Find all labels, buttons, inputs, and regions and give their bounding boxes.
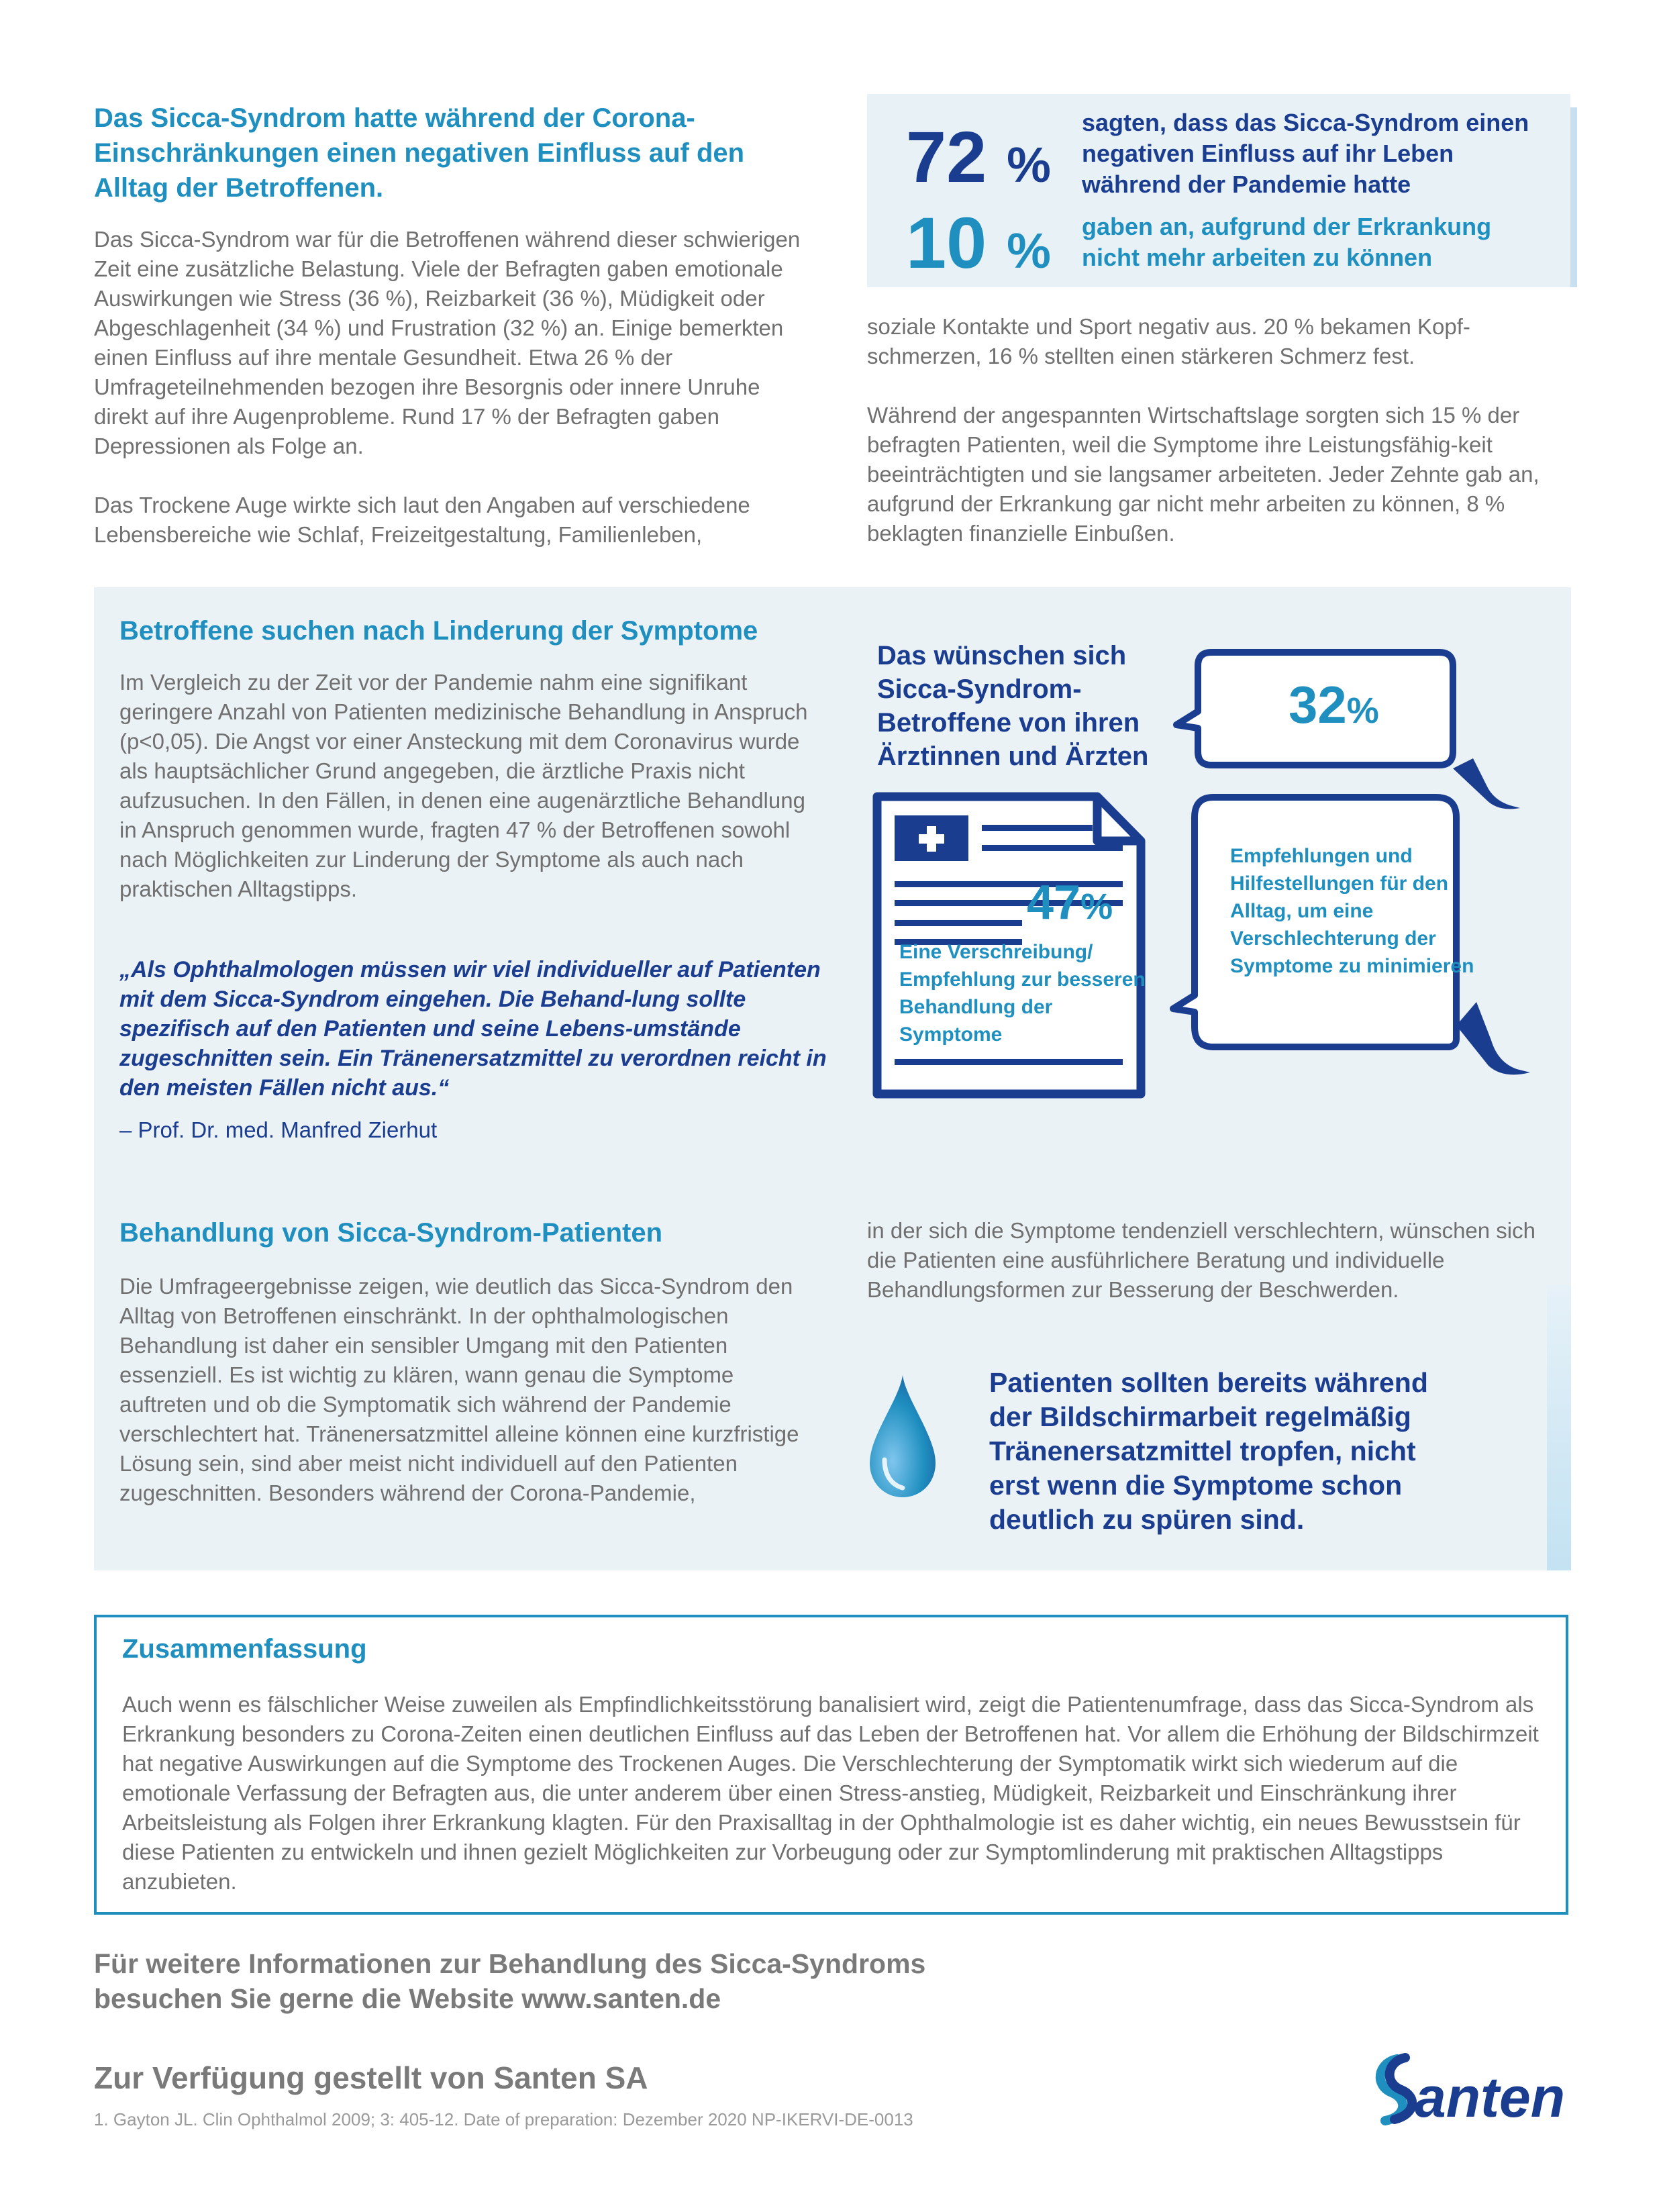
quote: „Als Ophthalmologen müssen wir viel individueller auf Patienten mit dem Sicca-Syndrom eingehen. Die Behand-lung sollte spezifisch auf den Patienten und seine Lebens-umstände zugeschnitten sein. Ein Tränenersatzmittel zu verordnen reicht in den meisten Fällen nicht aus.“ [119,957,827,1101]
footnote: 1. Gayton JL. Clin Ophthalmol 2009; 3: 405-12. Date of preparation: Dezember 2020 NP-IKERVI-DE-0013 [94,2109,913,2129]
relief-body: Im Vergleich zu der Zeit vor der Pandemie nahm eine signifikant geringere Anzahl von Patienten medizinische Behandlung in Anspruch (p<0,05). Die Angst vor einer Ansteckung mit dem Coronavirus wurde als hauptsächlicher Grund angegeben, die ärztliche Praxis nicht aufzusuchen. In den Fällen, in denen eine augenärztliche Behandlung in Anspruch genommen wurde, fragten 47 % der Betroffenen sowohl nach Möglichkeiten zur Linderung der Symptome als auch nach praktischen Alltagstipps. [119,670,808,901]
summary-title: Zusammenfassung [122,1634,367,1664]
intro-title: Das Sicca-Syndrom hatte während der Corona-Einschränkungen einen negativen Einfluss auf den Alltag der Betroffenen. [94,103,745,203]
treatment-body: Die Umfrageergebnisse zeigen, wie deutlich das Sicca-Syndrom den Alltag von Betroffenen einschränkt. In der ophthalmologischen Behandlung ist daher ein sensibler Umgang mit den Patienten essenziell. Es ist wichtig zu klären, wann genau die Symptome auftreten und ob die Symptomatik sich während der Pandemie verschlechtert hat. Tränenersatzmittel alleine können eine kurzfristige Lösung sein, sind aber meist nicht individuell auf den Patienten zugeschnitten. Besonders während der Corona-Pandemie, [119,1274,799,1505]
intro-paragraph: soziale Kontakte und Sport negativ aus. 20 % bekamen Kopf-schmerzen, 16 % stellten einen stärkeren Schmerz fest. [867,314,1470,368]
summary-body: Auch wenn es fälschlicher Weise zuweilen als Empfindlichkeitsstörung banalisiert wird, zeigt die Patientenumfrage, dass das Sicca-Syndrom als Erkrankung besonders zu Corona-Zeiten einen deutlichen Einfluss auf das Leben der Betroffenen hat. Vor allem die Erhöhung der Bildschirmzeit hat negative Auswirkungen auf die Symptome des Trockenen Auges. Die Verschlechterung der Symptomatik wirkt sich wiederum auf die emotionale Verfassung der Befragten aus, die unter anderem über einen Stress-anstieg, Müdigkeit, Reizbarkeit und Einschränkung ihrer Arbeitsleistung als Folgen ihrer Erkrankung klagten. Für den Praxisalltag in der Ophthalmologie ist es daher wichtig, ein neues Bewusstsein für diese Patienten zu entwickeln und ihnen gezielt Möglichkeiten zur Vorbeugung oder zur Symptomlinderung mit praktischen Alltagstipps anzubieten. [122,1692,1539,1894]
wish-label-47: Eine Verschreibung/ Empfehlung zur besseren Behandlung der Symptome [899,941,1146,1046]
treatment-title: Behandlung von Sicca-Syndrom-Patienten [119,1218,663,1248]
intro-column-1 [94,225,819,579]
intro-paragraph: Das Trockene Auge wirkte sich laut den Angaben auf verschiedene Lebensbereiche wie Schlaf, Freizeitgestaltung, Familienleben, [94,493,750,547]
provided-by-text: Zur Verfügung gestellt von Santen SA [94,2060,648,2095]
quote-author: – Prof. Dr. med. Manfred Zierhut [119,1117,438,1142]
treatment-column-2: in der sich die Symptome tendenziell verschlechtern, wünschen sich die Patienten eine ausführlichere Beratung und individuelle Behandlungsformen zur Besserung der Beschwerden. [867,1218,1535,1302]
intro-column-2 [867,312,1578,578]
relief-title: Betroffene suchen nach Linderung der Symptome [119,616,758,646]
stat-text-72: sagten, dass das Sicca-Syndrom einen negativen Einfluss auf ihr Leben während der Pandemie hatte [1082,109,1529,198]
stat-value-72: 72 % [906,116,1051,197]
more-info-text: Für weitere Informationen zur Behandlung des Sicca-Syndroms besuchen Sie gerne die Website www.santen.de [94,1948,926,2014]
wish-value-47: 47% [1027,876,1113,929]
wish-label-32: Empfehlungen und Hilfestellungen für den Alltag, um eine Verschlechterung der Symptome zu minimieren [1230,845,1474,977]
intro-paragraph: Während der angespannten Wirtschaftslage sorgten sich 15 % der befragten Patienten, weil die Symptome ihre Leistungsfähig-keit beeinträchtigten und sie langsamer arbeiteten. Jeder Zehnte gab an, aufgrund der Erkrankung gar nicht mehr arbeiten zu können, 8 % beklagten finanzielle Einbußen. [867,403,1540,546]
wish-value-32: 32% [1289,675,1379,734]
water-drop-icon [866,1372,940,1500]
wishes-title: Das wünschen sich Sicca-Syndrom-Betroffene von ihren Ärztinnen und Ärzten [877,641,1149,771]
intro-paragraph: Das Sicca-Syndrom war für die Betroffenen während dieser schwierigen Zeit eine zusätzliche Belastung. Viele der Befragten gaben emotionale Auswirkungen wie Stress (36 %), Reizbarkeit (36 %), Müdigkeit oder Abgeschlagenheit (34 %) und Frustration (32 %) an. Einige bemerkten einen Einfluss auf ihre mentale Gesundheit. Etwa 26 % der Umfrageteilnehmenden bezogen ihre Besorgnis oder innere Unruhe direkt auf ihre Augenprobleme. Rund 17 % der Befragten gaben Depressionen als Folge an. [94,227,801,458]
stat-value-10: 10 % [906,202,1051,283]
stat-text-10: gaben an, aufgrund der Erkrankung nicht mehr arbeiten zu können [1082,213,1492,271]
santen-logo [1369,2047,1570,2134]
callout-text: Patienten sollten bereits während der Bildschirmarbeit regelmäßig Tränenersatzmittel tropfen, nicht erst wenn die Symptome schon deutlich zu spüren sind. [989,1367,1428,1535]
stats-box [867,94,1570,287]
svg-text:anten: anten [1415,2066,1566,2129]
